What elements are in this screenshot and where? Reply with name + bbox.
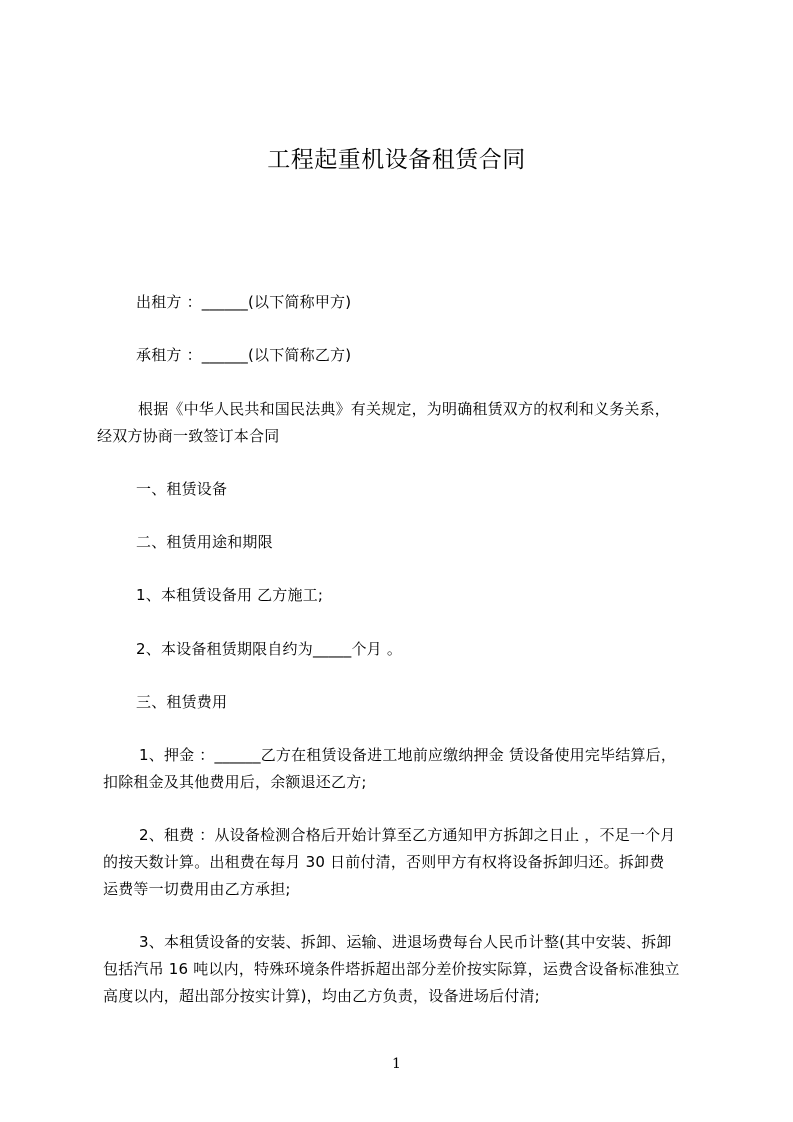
clause-3-1-line-2: 扣除租金及其他费用后，余额退还乙方; (103, 773, 367, 791)
section-heading-use-and-term: 二、租赁用途和期限 (136, 533, 273, 551)
clause-3-2-line-1: 2、租费 ：从设备检测合格后开始计算至乙方通知甲方拆卸之日止 ，不足一个月 (139, 826, 676, 844)
preamble-line-2: 经双方协商一致签订本合同 (97, 427, 280, 445)
page-number: 1 (392, 1056, 401, 1072)
clause-2-1: 1、本租赁设备用 乙方施工; (136, 586, 324, 604)
clause-3-1-line-1: 1、押金 ：______乙方在租赁设备进工地前应缴纳押金 赁设备使用完毕结算后， (139, 746, 677, 764)
clause-3-3-line-2: 包括汽吊 16 吨以内，特殊环境条件塔拆超出部分差价按实际算，运费含设备标准独立 (103, 960, 680, 978)
section-heading-fees: 三、租赁费用 (136, 693, 228, 711)
clause-3-2-line-3: 运费等一切费用由乙方承担; (103, 880, 291, 898)
lessor-line: 出租方 ：______(以下简称甲方) (136, 293, 352, 311)
clause-3-3-line-1: 3、本租赁设备的安装、拆卸、运输、进退场费每台人民币计整(其中安装、拆卸 (139, 933, 672, 951)
clause-3-2-line-2: 的按天数计算。出租费在每月 30 日前付清，否则甲方有权将设备拆卸归还。拆卸费 (103, 853, 665, 871)
document-title: 工程起重机设备租赁合同 (267, 147, 526, 173)
lessee-line: 承租方 ：______(以下简称乙方) (136, 346, 352, 364)
section-heading-equipment: 一、租赁设备 (136, 480, 228, 498)
clause-3-3-line-3: 高度以内，超出部分按实计算)，均由乙方负责，设备进场后付清; (103, 987, 540, 1005)
preamble-line-1: 根据《中华人民共和国民法典》有关规定，为明确租赁双方的权利和义务关系， (138, 400, 671, 418)
clause-2-2: 2、本设备租赁期限自约为_____个月 。 (136, 640, 403, 658)
